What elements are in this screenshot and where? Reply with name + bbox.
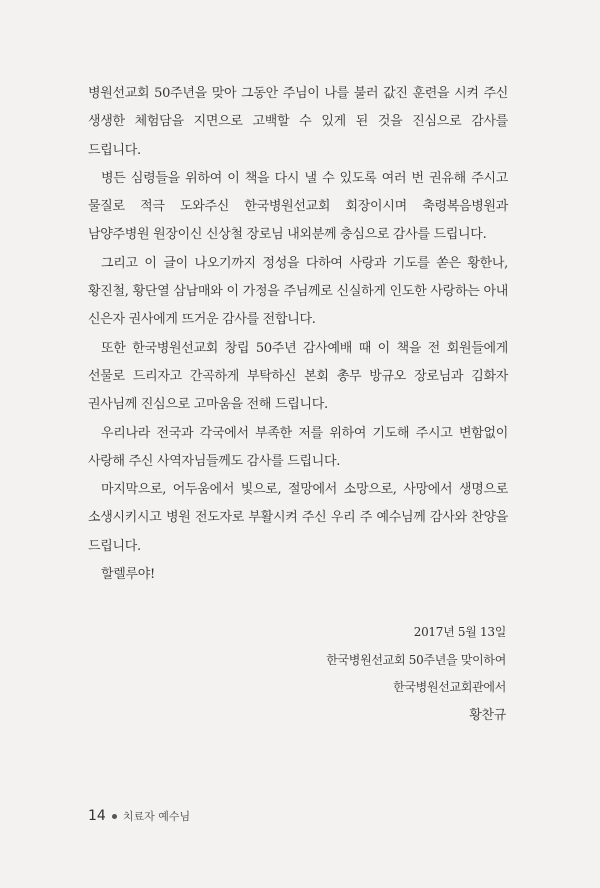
book-title: 치료자 예수님: [122, 810, 191, 823]
paragraph-1: 병원선교회 50주년을 맞아 그동안 주님이 나를 불러 값진 훈련을 시켜 주신 생생한 체험담을 지면으로 고백할 수 있게 된 것을 진심으로 감사를 드립니다.: [88, 86, 508, 158]
paragraph-2: 병든 심령들을 위하여 이 책을 다시 낼 수 있도록 여러 번 권유해 주시고 물질로 적극 도와주신 한국병원선교회 회장이시며 축령복음병원과 남양주병원 원장이신 신상철 장로님 내외분께 충심으로 감사를 드립니다.: [88, 170, 508, 243]
bullet-dot-icon: [112, 814, 117, 819]
signature-occasion: 한국병원선교회 50주년을 맞이하여: [326, 652, 506, 667]
signature-date: 2017년 5월 13일: [413, 625, 506, 639]
page-footer: [88, 808, 190, 824]
signature-author: 황찬규: [469, 707, 506, 723]
paragraph-7: 할렐루야!: [101, 567, 155, 583]
preface-body: [88, 80, 508, 589]
signature-place: 한국병원선교회관에서: [393, 680, 506, 694]
paragraph-3: 그리고 이 글이 나오기까지 정성을 다하여 사랑과 기도를 쏟은 황한나, 황진철, 황단열 삼남매와 이 가정을 주님께로 신실하게 인도한 사랑하는 아내 신은자 권사에게 뜨거운 감사를 전합니다.: [88, 255, 508, 328]
page-number: 14: [88, 808, 106, 824]
paragraph-6: 마지막으로, 어두움에서 빛으로, 절망에서 소망으로, 사망에서 생명으로 소생시키시고 병원 전도자로 부활시켜 주신 우리 주 예수님께 감사와 찬양을 드립니다.: [88, 482, 508, 554]
signature-block: [88, 619, 506, 729]
paragraph-4: 또한 한국병원선교회 창립 50주년 감사예배 때 이 책을 전 회원들에게 선물로 드리자고 간곡하게 부탁하신 본회 총무 방규오 장로님과 김화자 권사님께 진심으로 고마움을 전해 드립니다.: [88, 340, 508, 413]
paragraph-5: 우리나라 전국과 각국에서 부족한 저를 위하여 기도해 주시고 변함없이 사랑해 주신 사역자님들께도 감사를 드립니다.: [88, 425, 508, 469]
